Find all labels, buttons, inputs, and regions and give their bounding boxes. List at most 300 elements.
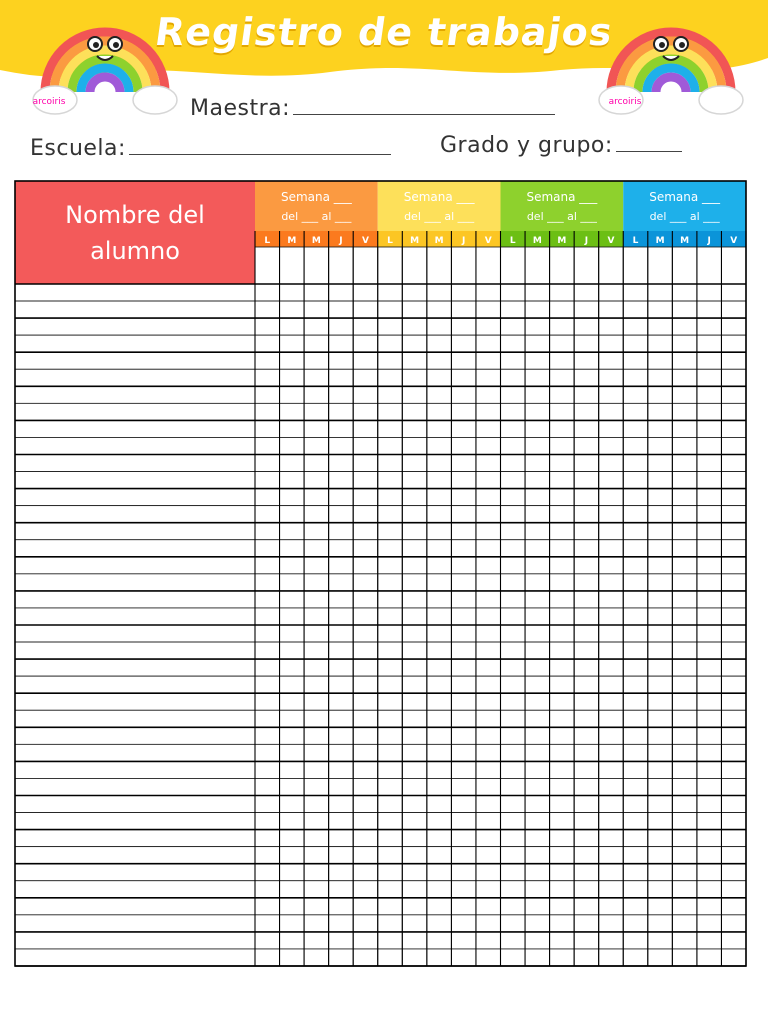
check-cell[interactable] [304, 574, 329, 591]
check-cell[interactable] [427, 778, 452, 795]
check-cell[interactable] [648, 744, 673, 761]
check-cell[interactable] [697, 284, 722, 301]
check-cell[interactable] [427, 898, 452, 915]
check-cell[interactable] [525, 693, 550, 710]
escuela-blank-line[interactable] [129, 136, 391, 155]
student-name-cell[interactable] [15, 710, 255, 727]
check-cell[interactable] [304, 727, 329, 744]
check-cell[interactable] [353, 898, 378, 915]
check-cell[interactable] [255, 761, 280, 778]
check-cell[interactable] [501, 386, 526, 403]
check-cell[interactable] [721, 540, 746, 557]
check-cell[interactable] [353, 369, 378, 386]
check-cell[interactable] [574, 847, 599, 864]
check-cell[interactable] [599, 489, 624, 506]
check-cell[interactable] [599, 335, 624, 352]
check-cell[interactable] [574, 523, 599, 540]
check-cell[interactable] [280, 625, 305, 642]
check-cell[interactable] [451, 437, 476, 454]
check-cell[interactable] [304, 932, 329, 949]
check-cell[interactable] [402, 420, 427, 437]
check-cell[interactable] [599, 540, 624, 557]
check-cell[interactable] [476, 540, 501, 557]
check-cell[interactable] [402, 352, 427, 369]
check-cell[interactable] [402, 247, 427, 284]
check-cell[interactable] [329, 761, 354, 778]
check-cell[interactable] [697, 847, 722, 864]
check-cell[interactable] [353, 591, 378, 608]
check-cell[interactable] [648, 881, 673, 898]
check-cell[interactable] [721, 489, 746, 506]
check-cell[interactable] [501, 864, 526, 881]
check-cell[interactable] [451, 489, 476, 506]
check-cell[interactable] [378, 386, 403, 403]
check-cell[interactable] [697, 608, 722, 625]
check-cell[interactable] [353, 881, 378, 898]
check-cell[interactable] [623, 625, 648, 642]
check-cell[interactable] [280, 489, 305, 506]
check-cell[interactable] [378, 693, 403, 710]
check-cell[interactable] [550, 523, 575, 540]
check-cell[interactable] [255, 420, 280, 437]
student-name-cell[interactable] [15, 352, 255, 369]
check-cell[interactable] [329, 557, 354, 574]
check-cell[interactable] [402, 369, 427, 386]
check-cell[interactable] [721, 369, 746, 386]
student-name-cell[interactable] [15, 813, 255, 830]
check-cell[interactable] [280, 915, 305, 932]
check-cell[interactable] [353, 830, 378, 847]
check-cell[interactable] [721, 676, 746, 693]
check-cell[interactable] [599, 830, 624, 847]
check-cell[interactable] [476, 898, 501, 915]
check-cell[interactable] [623, 403, 648, 420]
check-cell[interactable] [721, 932, 746, 949]
check-cell[interactable] [353, 523, 378, 540]
check-cell[interactable] [599, 744, 624, 761]
check-cell[interactable] [451, 420, 476, 437]
check-cell[interactable] [378, 932, 403, 949]
check-cell[interactable] [402, 915, 427, 932]
check-cell[interactable] [525, 813, 550, 830]
check-cell[interactable] [697, 574, 722, 591]
check-cell[interactable] [476, 710, 501, 727]
check-cell[interactable] [451, 830, 476, 847]
check-cell[interactable] [280, 557, 305, 574]
check-cell[interactable] [304, 796, 329, 813]
check-cell[interactable] [353, 727, 378, 744]
check-cell[interactable] [255, 727, 280, 744]
check-cell[interactable] [574, 693, 599, 710]
check-cell[interactable] [451, 608, 476, 625]
check-cell[interactable] [648, 813, 673, 830]
check-cell[interactable] [476, 489, 501, 506]
check-cell[interactable] [427, 437, 452, 454]
check-cell[interactable] [550, 574, 575, 591]
check-cell[interactable] [623, 864, 648, 881]
check-cell[interactable] [721, 506, 746, 523]
check-cell[interactable] [304, 437, 329, 454]
check-cell[interactable] [427, 847, 452, 864]
check-cell[interactable] [721, 472, 746, 489]
check-cell[interactable] [255, 386, 280, 403]
check-cell[interactable] [648, 335, 673, 352]
check-cell[interactable] [623, 727, 648, 744]
check-cell[interactable] [402, 710, 427, 727]
check-cell[interactable] [599, 472, 624, 489]
check-cell[interactable] [574, 540, 599, 557]
check-cell[interactable] [255, 915, 280, 932]
check-cell[interactable] [304, 778, 329, 795]
check-cell[interactable] [451, 949, 476, 966]
check-cell[interactable] [255, 247, 280, 284]
check-cell[interactable] [550, 642, 575, 659]
check-cell[interactable] [353, 625, 378, 642]
check-cell[interactable] [599, 915, 624, 932]
check-cell[interactable] [501, 642, 526, 659]
check-cell[interactable] [697, 932, 722, 949]
check-cell[interactable] [672, 744, 697, 761]
check-cell[interactable] [329, 455, 354, 472]
check-cell[interactable] [427, 744, 452, 761]
check-cell[interactable] [623, 659, 648, 676]
check-cell[interactable] [329, 318, 354, 335]
check-cell[interactable] [378, 625, 403, 642]
check-cell[interactable] [451, 796, 476, 813]
check-cell[interactable] [353, 335, 378, 352]
check-cell[interactable] [451, 676, 476, 693]
check-cell[interactable] [378, 864, 403, 881]
check-cell[interactable] [672, 472, 697, 489]
check-cell[interactable] [721, 881, 746, 898]
check-cell[interactable] [353, 676, 378, 693]
check-cell[interactable] [304, 403, 329, 420]
check-cell[interactable] [550, 247, 575, 284]
check-cell[interactable] [451, 778, 476, 795]
check-cell[interactable] [574, 676, 599, 693]
check-cell[interactable] [304, 386, 329, 403]
check-cell[interactable] [721, 523, 746, 540]
check-cell[interactable] [280, 591, 305, 608]
check-cell[interactable] [648, 506, 673, 523]
check-cell[interactable] [402, 778, 427, 795]
check-cell[interactable] [550, 881, 575, 898]
check-cell[interactable] [648, 472, 673, 489]
check-cell[interactable] [721, 386, 746, 403]
check-cell[interactable] [501, 693, 526, 710]
student-name-cell[interactable] [15, 506, 255, 523]
check-cell[interactable] [329, 813, 354, 830]
check-cell[interactable] [672, 420, 697, 437]
check-cell[interactable] [402, 403, 427, 420]
check-cell[interactable] [599, 642, 624, 659]
check-cell[interactable] [353, 506, 378, 523]
check-cell[interactable] [476, 727, 501, 744]
check-cell[interactable] [501, 437, 526, 454]
check-cell[interactable] [427, 710, 452, 727]
check-cell[interactable] [402, 455, 427, 472]
check-cell[interactable] [550, 369, 575, 386]
check-cell[interactable] [501, 540, 526, 557]
check-cell[interactable] [329, 625, 354, 642]
check-cell[interactable] [255, 796, 280, 813]
student-name-cell[interactable] [15, 489, 255, 506]
student-name-cell[interactable] [15, 659, 255, 676]
check-cell[interactable] [525, 830, 550, 847]
check-cell[interactable] [550, 898, 575, 915]
check-cell[interactable] [304, 608, 329, 625]
check-cell[interactable] [427, 864, 452, 881]
check-cell[interactable] [280, 778, 305, 795]
check-cell[interactable] [353, 915, 378, 932]
check-cell[interactable] [280, 710, 305, 727]
check-cell[interactable] [427, 813, 452, 830]
check-cell[interactable] [525, 898, 550, 915]
check-cell[interactable] [550, 813, 575, 830]
check-cell[interactable] [378, 472, 403, 489]
check-cell[interactable] [427, 386, 452, 403]
check-cell[interactable] [623, 472, 648, 489]
check-cell[interactable] [550, 796, 575, 813]
check-cell[interactable] [280, 864, 305, 881]
check-cell[interactable] [304, 247, 329, 284]
check-cell[interactable] [599, 727, 624, 744]
check-cell[interactable] [280, 642, 305, 659]
check-cell[interactable] [697, 318, 722, 335]
student-name-cell[interactable] [15, 864, 255, 881]
check-cell[interactable] [501, 557, 526, 574]
check-cell[interactable] [378, 437, 403, 454]
check-cell[interactable] [427, 403, 452, 420]
check-cell[interactable] [476, 557, 501, 574]
check-cell[interactable] [501, 420, 526, 437]
check-cell[interactable] [672, 676, 697, 693]
check-cell[interactable] [721, 864, 746, 881]
check-cell[interactable] [329, 727, 354, 744]
check-cell[interactable] [402, 318, 427, 335]
check-cell[interactable] [721, 403, 746, 420]
check-cell[interactable] [451, 523, 476, 540]
check-cell[interactable] [574, 352, 599, 369]
check-cell[interactable] [378, 335, 403, 352]
check-cell[interactable] [255, 301, 280, 318]
check-cell[interactable] [623, 420, 648, 437]
check-cell[interactable] [451, 506, 476, 523]
check-cell[interactable] [304, 591, 329, 608]
check-cell[interactable] [525, 403, 550, 420]
check-cell[interactable] [304, 523, 329, 540]
check-cell[interactable] [378, 727, 403, 744]
check-cell[interactable] [525, 591, 550, 608]
check-cell[interactable] [427, 608, 452, 625]
check-cell[interactable] [599, 284, 624, 301]
check-cell[interactable] [721, 420, 746, 437]
check-cell[interactable] [672, 659, 697, 676]
check-cell[interactable] [599, 659, 624, 676]
check-cell[interactable] [574, 284, 599, 301]
check-cell[interactable] [550, 778, 575, 795]
check-cell[interactable] [672, 625, 697, 642]
check-cell[interactable] [501, 847, 526, 864]
check-cell[interactable] [721, 625, 746, 642]
check-cell[interactable] [280, 574, 305, 591]
check-cell[interactable] [525, 642, 550, 659]
check-cell[interactable] [550, 915, 575, 932]
check-cell[interactable] [255, 506, 280, 523]
check-cell[interactable] [378, 352, 403, 369]
check-cell[interactable] [402, 625, 427, 642]
check-cell[interactable] [451, 625, 476, 642]
check-cell[interactable] [402, 642, 427, 659]
check-cell[interactable] [574, 761, 599, 778]
check-cell[interactable] [501, 727, 526, 744]
check-cell[interactable] [476, 744, 501, 761]
check-cell[interactable] [672, 881, 697, 898]
check-cell[interactable] [672, 830, 697, 847]
check-cell[interactable] [697, 455, 722, 472]
check-cell[interactable] [353, 608, 378, 625]
check-cell[interactable] [525, 574, 550, 591]
check-cell[interactable] [623, 932, 648, 949]
check-cell[interactable] [402, 540, 427, 557]
check-cell[interactable] [304, 693, 329, 710]
check-cell[interactable] [599, 523, 624, 540]
check-cell[interactable] [451, 318, 476, 335]
check-cell[interactable] [427, 727, 452, 744]
check-cell[interactable] [672, 796, 697, 813]
check-cell[interactable] [574, 710, 599, 727]
check-cell[interactable] [476, 352, 501, 369]
check-cell[interactable] [280, 676, 305, 693]
check-cell[interactable] [427, 591, 452, 608]
student-name-cell[interactable] [15, 472, 255, 489]
check-cell[interactable] [427, 949, 452, 966]
check-cell[interactable] [525, 710, 550, 727]
check-cell[interactable] [451, 915, 476, 932]
check-cell[interactable] [451, 557, 476, 574]
check-cell[interactable] [304, 864, 329, 881]
check-cell[interactable] [402, 847, 427, 864]
check-cell[interactable] [353, 557, 378, 574]
check-cell[interactable] [280, 830, 305, 847]
check-cell[interactable] [721, 898, 746, 915]
check-cell[interactable] [255, 744, 280, 761]
check-cell[interactable] [427, 523, 452, 540]
check-cell[interactable] [550, 847, 575, 864]
check-cell[interactable] [550, 455, 575, 472]
check-cell[interactable] [623, 284, 648, 301]
check-cell[interactable] [623, 693, 648, 710]
check-cell[interactable] [623, 506, 648, 523]
check-cell[interactable] [697, 489, 722, 506]
check-cell[interactable] [623, 949, 648, 966]
check-cell[interactable] [255, 437, 280, 454]
check-cell[interactable] [648, 540, 673, 557]
check-cell[interactable] [402, 523, 427, 540]
check-cell[interactable] [648, 301, 673, 318]
check-cell[interactable] [672, 915, 697, 932]
check-cell[interactable] [697, 352, 722, 369]
check-cell[interactable] [648, 455, 673, 472]
check-cell[interactable] [672, 403, 697, 420]
check-cell[interactable] [402, 608, 427, 625]
check-cell[interactable] [574, 335, 599, 352]
check-cell[interactable] [672, 591, 697, 608]
student-name-cell[interactable] [15, 796, 255, 813]
check-cell[interactable] [721, 710, 746, 727]
check-cell[interactable] [353, 847, 378, 864]
check-cell[interactable] [648, 642, 673, 659]
student-name-cell[interactable] [15, 574, 255, 591]
check-cell[interactable] [599, 881, 624, 898]
check-cell[interactable] [378, 608, 403, 625]
check-cell[interactable] [402, 284, 427, 301]
check-cell[interactable] [574, 489, 599, 506]
check-cell[interactable] [599, 386, 624, 403]
check-cell[interactable] [280, 403, 305, 420]
check-cell[interactable] [550, 727, 575, 744]
check-cell[interactable] [599, 693, 624, 710]
check-cell[interactable] [648, 710, 673, 727]
check-cell[interactable] [329, 489, 354, 506]
check-cell[interactable] [378, 455, 403, 472]
check-cell[interactable] [378, 523, 403, 540]
check-cell[interactable] [255, 898, 280, 915]
check-cell[interactable] [599, 761, 624, 778]
check-cell[interactable] [599, 676, 624, 693]
check-cell[interactable] [501, 472, 526, 489]
check-cell[interactable] [304, 642, 329, 659]
check-cell[interactable] [574, 830, 599, 847]
check-cell[interactable] [378, 506, 403, 523]
check-cell[interactable] [378, 761, 403, 778]
check-cell[interactable] [476, 676, 501, 693]
check-cell[interactable] [476, 642, 501, 659]
check-cell[interactable] [280, 318, 305, 335]
check-cell[interactable] [427, 472, 452, 489]
check-cell[interactable] [402, 386, 427, 403]
check-cell[interactable] [525, 676, 550, 693]
check-cell[interactable] [525, 318, 550, 335]
check-cell[interactable] [525, 472, 550, 489]
check-cell[interactable] [304, 540, 329, 557]
check-cell[interactable] [255, 574, 280, 591]
check-cell[interactable] [599, 949, 624, 966]
check-cell[interactable] [255, 472, 280, 489]
check-cell[interactable] [329, 932, 354, 949]
student-name-cell[interactable] [15, 591, 255, 608]
check-cell[interactable] [353, 386, 378, 403]
check-cell[interactable] [451, 369, 476, 386]
check-cell[interactable] [648, 915, 673, 932]
check-cell[interactable] [599, 369, 624, 386]
check-cell[interactable] [329, 608, 354, 625]
check-cell[interactable] [280, 796, 305, 813]
check-cell[interactable] [550, 949, 575, 966]
check-cell[interactable] [427, 625, 452, 642]
student-name-cell[interactable] [15, 608, 255, 625]
check-cell[interactable] [501, 830, 526, 847]
check-cell[interactable] [329, 437, 354, 454]
check-cell[interactable] [378, 420, 403, 437]
check-cell[interactable] [697, 642, 722, 659]
check-cell[interactable] [255, 625, 280, 642]
check-cell[interactable] [304, 369, 329, 386]
student-name-cell[interactable] [15, 437, 255, 454]
check-cell[interactable] [476, 830, 501, 847]
check-cell[interactable] [550, 830, 575, 847]
student-name-cell[interactable] [15, 693, 255, 710]
